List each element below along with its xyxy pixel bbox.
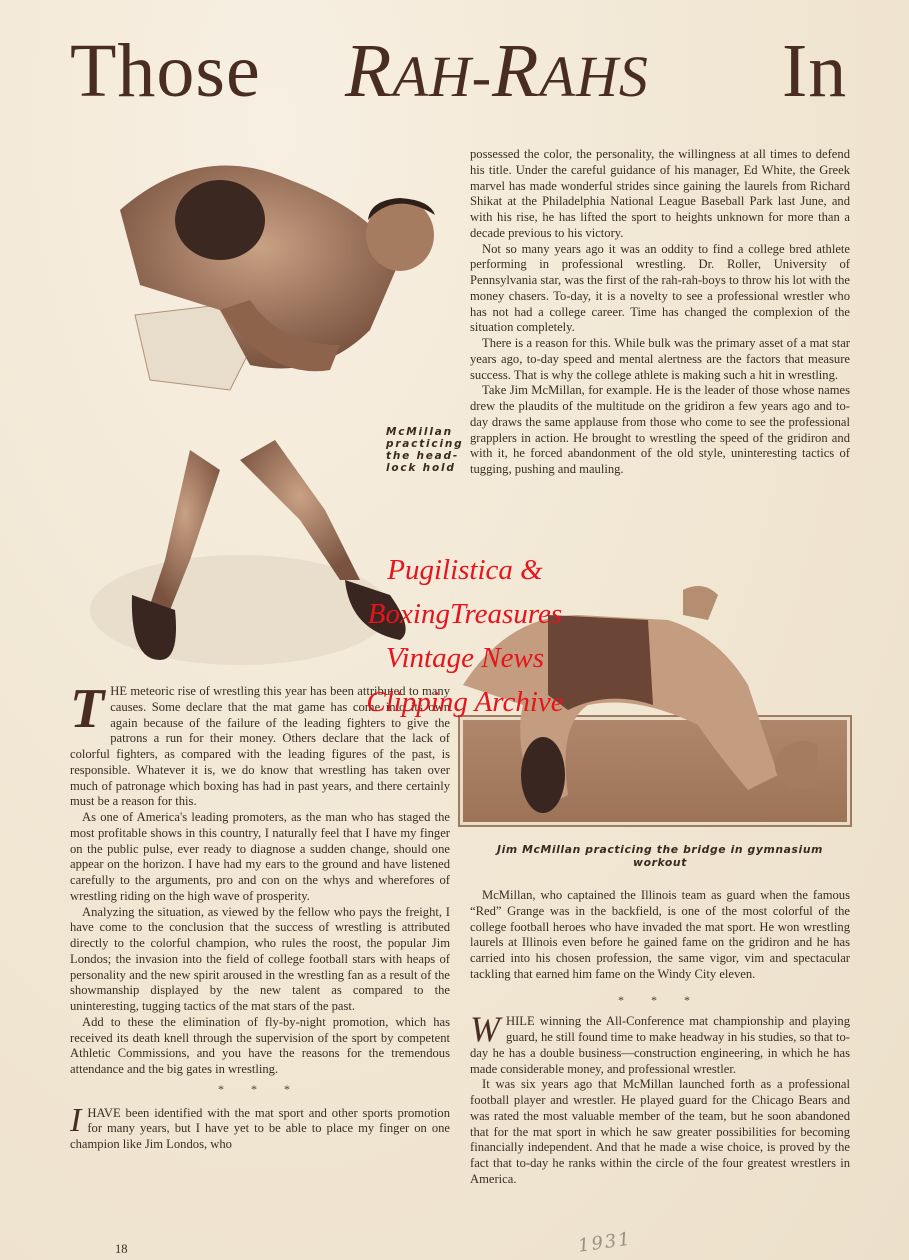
drop-cap: I	[70, 1101, 82, 1139]
paragraph: possessed the color, the personality, the willingness at all times to defend his title. Under the careful guidance of his manager, Ed White, the Greek marvel has made wonderful strides since gaining the laurels from Richard Shikat at the Philadelphia National League Baseball Park last June, and with his rise, he has lifted the sport to heights unknown for more than a decade previous to his victory.	[470, 147, 850, 240]
watermark: Pugilistica & BoxingTreasures Vintage News Clipping Archive	[366, 554, 564, 718]
paragraph: As one of America's leading promoters, as the man who has staged the most profitable shows in this country, I naturally feel that I have my finger on the public pulse, ever ready to diagnose a sudden change, should one appear on the horizon. I have had my ears to the ground and have listened carefully to the arguments, pro and con on the whys and wherefores of wrestling riding on the high wave of prosperity.	[70, 810, 450, 903]
paragraph: Not so many years ago it was an oddity to find a college bred athlete performing in professional wrestling. Dr. Roller, University of Pennsylvania star, was the first of the rah-rah-boys to throw his lot with the money chasers. To-day, it is a novelty to see a professional wrestler who has not had a college career. Time has changed the complexion of the situation completely.	[470, 241, 850, 335]
headline	[70, 28, 860, 118]
paragraph: There is a reason for this. While bulk was the primary asset of a mat star years ago, to-day speed and mental alertness are the factors that measure success. That is why the college athlete is making such a hit in wrestling.	[470, 336, 850, 382]
photo-bridge-caption: Jim McMillan practicing the bridge in gymnasium workout	[497, 843, 823, 869]
headline-word-those: Those	[70, 29, 261, 113]
paragraph: Analyzing the situation, as viewed by the fellow who pays the freight, I have come to the conclusion that the success of wrestling is attributed directly to the colorful champion, who rules the roost, the popular Jim Londos; the invasion into the field of college football stars with heaps of personality and the new spirit aroused in the wrestling fan as a result of the showmanship displayed by the new talent as compared to the uninteresting, tugging tactics of the mat stars of the past.	[70, 904, 450, 1013]
intro-paragraph: THE meteoric rise of wrestling this year has been attributed to many causes. Some declare that the mat game has come into its own again because of the failure of the leading fighters to give the patrons a run for their money. Others declare that the lack of colorful fighters, as compared with the leading figures of the past, is responsible. Whatever it is, we do know that wrestling has taken over much of patronage which boxing has had in past years, and there certainly must be a reason for this.	[70, 678, 450, 809]
paragraph: Take Jim McMillan, for example. He is the leader of those whose names drew the plaudits of the multitude on the gridiron a few years ago and to-day draws the same applause from those who come to see the professional grapplers in action. He brought to wrestling the speed of the gridiron and with it, he forced abandonment of the old style, uninteresting tactics of tugging, pushing and mauling.	[470, 383, 850, 476]
paragraph: It was six years ago that McMillan launched forth as a professional football player and wrestler. He played guard for the Chicago Bears and was rated the most valuable member of the team, but he soon abandoned that for the mat sport in which he saw greater possibilities for becoming financially independent. And that he made a wise choice, is proved by the fact that to-day he ranks within the circle of the four greatest wrestlers in America.	[470, 1077, 850, 1186]
section-separator: * * *	[618, 992, 702, 1007]
handwritten-year: 1931	[576, 1228, 634, 1257]
drop-cap: W	[470, 1009, 500, 1050]
section-separator: * * *	[218, 1081, 302, 1096]
paragraph: Add to these the elimination of fly-by-night promotion, which has received its death knell through the supervision of the sport by competent Athletic Commissions, and you have the reasons for the tremendous attendance and the big gates in wrestling.	[70, 1014, 450, 1076]
photo-headlock-caption: McMillan practicing the head- lock hold	[386, 426, 464, 474]
headline-word-rah-rahs: RAH-RAHS	[345, 29, 649, 113]
page-number: 18	[115, 1242, 128, 1256]
paragraph: IHAVE been identified with the mat sport and other sports promotion for many years, but I have yet to be able to place my finger on one champion like Jim Londos, who	[70, 1101, 450, 1151]
left-column	[70, 678, 450, 1153]
paragraph: McMillan, who captained the Illinois team as guard when the famous “Red” Grange was in the backfield, is one of the most colorful of the college football heroes who have invaded the mat sport. He won wrestling laurels at Illinois even before he gained fame on the gridiron and he has carried into his chosen profession, the same vigor, vim and spectacular tackling that earned him fame on the Windy City eleven.	[470, 888, 850, 981]
right-column-bottom	[470, 888, 850, 1188]
paragraph: WHILE winning the All-Conference mat championship and playing guard, he still found time to make headway in his studies, so that to-day he has a double business—construction engineering, in which he has made considerable money, and professional wrestler.	[470, 1009, 850, 1076]
headline-word-in: In	[782, 29, 848, 113]
right-column-top	[470, 147, 850, 478]
drop-cap: T	[70, 678, 105, 740]
